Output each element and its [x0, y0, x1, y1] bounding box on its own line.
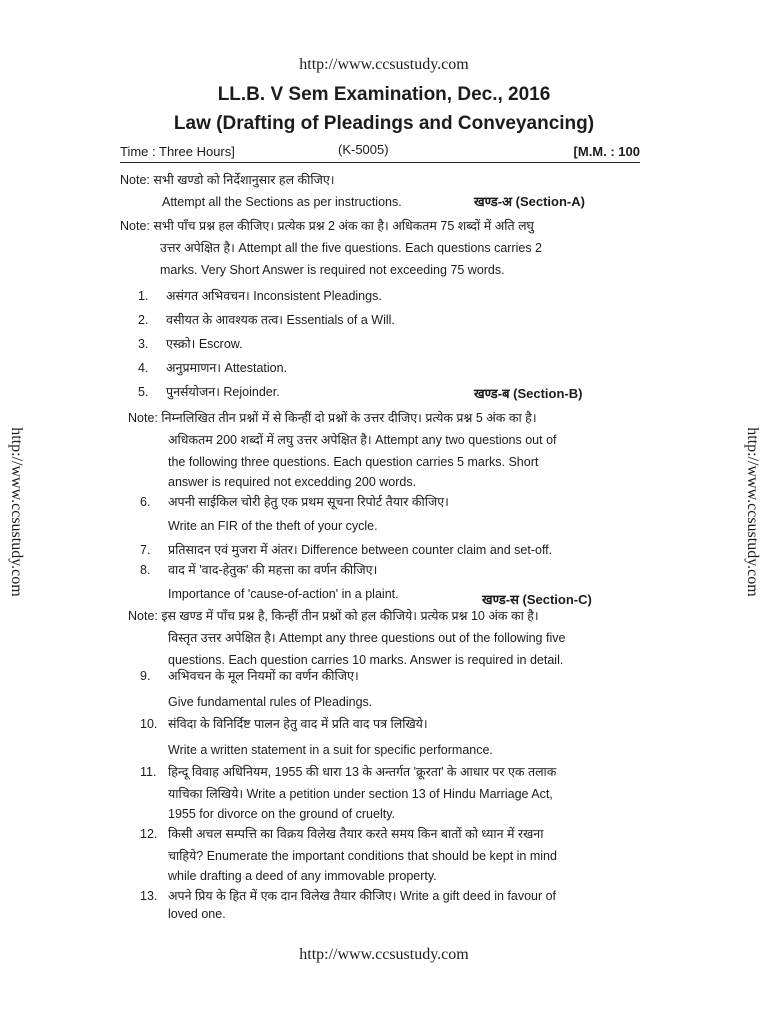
- question-number: 12.: [140, 827, 158, 841]
- question-text: Write an FIR of the theft of your cycle.: [168, 519, 378, 533]
- exam-meta-row: [120, 142, 640, 163]
- section-b-note-line: the following three questions. Each question carries 5 marks. Short: [168, 455, 539, 469]
- section-c-note-line: Note: इस खण्ड में पाँच प्रश्न है, किन्हीं तीन प्रश्नों को हल कीजिये। प्रत्येक प्रश्न 10 अंक का है।: [128, 609, 539, 623]
- header-url[interactable]: http://www.ccsustudy.com: [299, 56, 469, 73]
- question-number: 5.: [138, 385, 149, 399]
- question-text: 1955 for divorce on the ground of cruelty.: [168, 807, 395, 821]
- question-text: अपनी साईकिल चोरी हेतु एक प्रथम सूचना रिपोर्ट तैयार कीजिए।: [168, 495, 449, 509]
- general-note: Note: सभी खण्डो को निर्देशानुसार हल कीजिए।: [120, 173, 335, 187]
- section-a-note-line: marks. Very Short Answer is required not exceeding 75 words.: [160, 263, 505, 277]
- question-number: 4.: [138, 361, 149, 375]
- question-number: 11.: [140, 765, 157, 779]
- section-a-note-line: Note: सभी पाँच प्रश्न हल कीजिए। प्रत्येक प्रश्न 2 अंक का है। अधिकतम 75 शब्दों में अति लघु: [120, 219, 534, 233]
- question-number: 7.: [140, 543, 151, 557]
- question-number: 13.: [140, 889, 158, 903]
- question-number: 8.: [140, 563, 151, 577]
- question-text: हिन्दू विवाह अधिनियम, 1955 की धारा 13 के अन्तर्गत 'क्रूरता' के आधार पर एक तलाक: [168, 765, 557, 779]
- section-c-note-line: विस्तृत उत्तर अपेक्षित है। Attempt any three questions out of the following five: [168, 631, 566, 645]
- question-number: 6.: [140, 495, 151, 509]
- question-text: loved one.: [168, 907, 226, 921]
- question-text: वसीयत के आवश्यक तत्व। Essentials of a Will.: [166, 313, 395, 327]
- side-url-left[interactable]: http://www.ccsustudy.com: [8, 427, 25, 597]
- question-number: 3.: [138, 337, 149, 351]
- question-text: एस्क्रो। Escrow.: [166, 337, 243, 351]
- question-text: while drafting a deed of any immovable property.: [168, 869, 437, 883]
- side-url-right[interactable]: http://www.ccsustudy.com: [744, 427, 761, 597]
- question-text: संविदा के विनिर्दिष्ट पालन हेतु वाद में प्रति वाद पत्र लिखिये।: [168, 717, 428, 731]
- time-label: Time : Three Hours]: [120, 144, 235, 159]
- question-text: वाद में 'वाद-हेतुक' की महत्ता का वर्णन कीजिए।: [168, 563, 378, 577]
- question-text: असंगत अभिवचन। Inconsistent Pleadings.: [166, 289, 382, 303]
- question-text: पुनर्सयोजन। Rejoinder.: [166, 385, 280, 399]
- section-b-heading: खण्ड-ब (Section-B): [474, 386, 583, 401]
- question-text: अपने प्रिय के हित में एक दान विलेख तैयार कीजिए। Write a gift deed in favour of: [168, 889, 557, 903]
- question-number: 1.: [138, 289, 149, 303]
- general-note-en: Attempt all the Sections as per instructions.: [162, 195, 402, 209]
- exam-title: LL.B. V Sem Examination, Dec., 2016: [217, 84, 551, 105]
- question-text: Give fundamental rules of Pleadings.: [168, 695, 373, 709]
- question-number: 9.: [140, 669, 151, 683]
- question-text: चाहिये? Enumerate the important conditions that should be kept in mind: [168, 849, 557, 863]
- section-b-note-line: Note: निम्नलिखित तीन प्रश्नों में से किन्हीं दो प्रश्नों के उत्तर दीजिए। प्रत्येक प्रश्न 5 अंक का है।: [128, 411, 537, 425]
- section-c-note-line: questions. Each question carries 10 marks. Answer is required in detail.: [168, 653, 564, 667]
- section-a-heading: खण्ड-अ (Section-A): [474, 194, 585, 209]
- question-text: किसी अचल सम्पत्ति का विक्रय विलेख तैयार करते समय किन बातों को ध्यान में रखना: [168, 827, 544, 841]
- question-number: 2.: [138, 313, 149, 327]
- max-marks: [M.M. : 100: [573, 144, 640, 159]
- footer-url[interactable]: http://www.ccsustudy.com: [299, 946, 469, 963]
- question-text: याचिका लिखिये। Write a petition under section 13 of Hindu Marriage Act,: [168, 787, 553, 801]
- question-text: अनुप्रमाणन। Attestation.: [166, 361, 288, 375]
- subject-title: Law (Drafting of Pleadings and Conveyancing): [173, 113, 595, 134]
- section-c-heading: खण्ड-स (Section-C): [482, 592, 592, 607]
- section-b-note-line: अधिकतम 200 शब्दों में लघु उत्तर अपेक्षित है। Attempt any two questions out of: [168, 433, 557, 447]
- question-text: Write a written statement in a suit for specific performance.: [168, 743, 493, 757]
- paper-code: (K-5005): [338, 142, 389, 157]
- question-text: प्रतिसादन एवं मुजरा में अंतर। Difference between counter claim and set-off.: [168, 543, 553, 557]
- section-a-note-line: उत्तर अपेक्षित है। Attempt all the five questions. Each questions carries 2: [160, 241, 543, 255]
- question-number: 10.: [140, 717, 158, 731]
- section-b-note-line: answer is required not excedding 200 words.: [168, 475, 417, 489]
- question-text: Importance of 'cause-of-action' in a plaint.: [168, 587, 399, 601]
- question-text: अभिवचन के मूल नियमों का वर्णन कीजिए।: [168, 669, 359, 683]
